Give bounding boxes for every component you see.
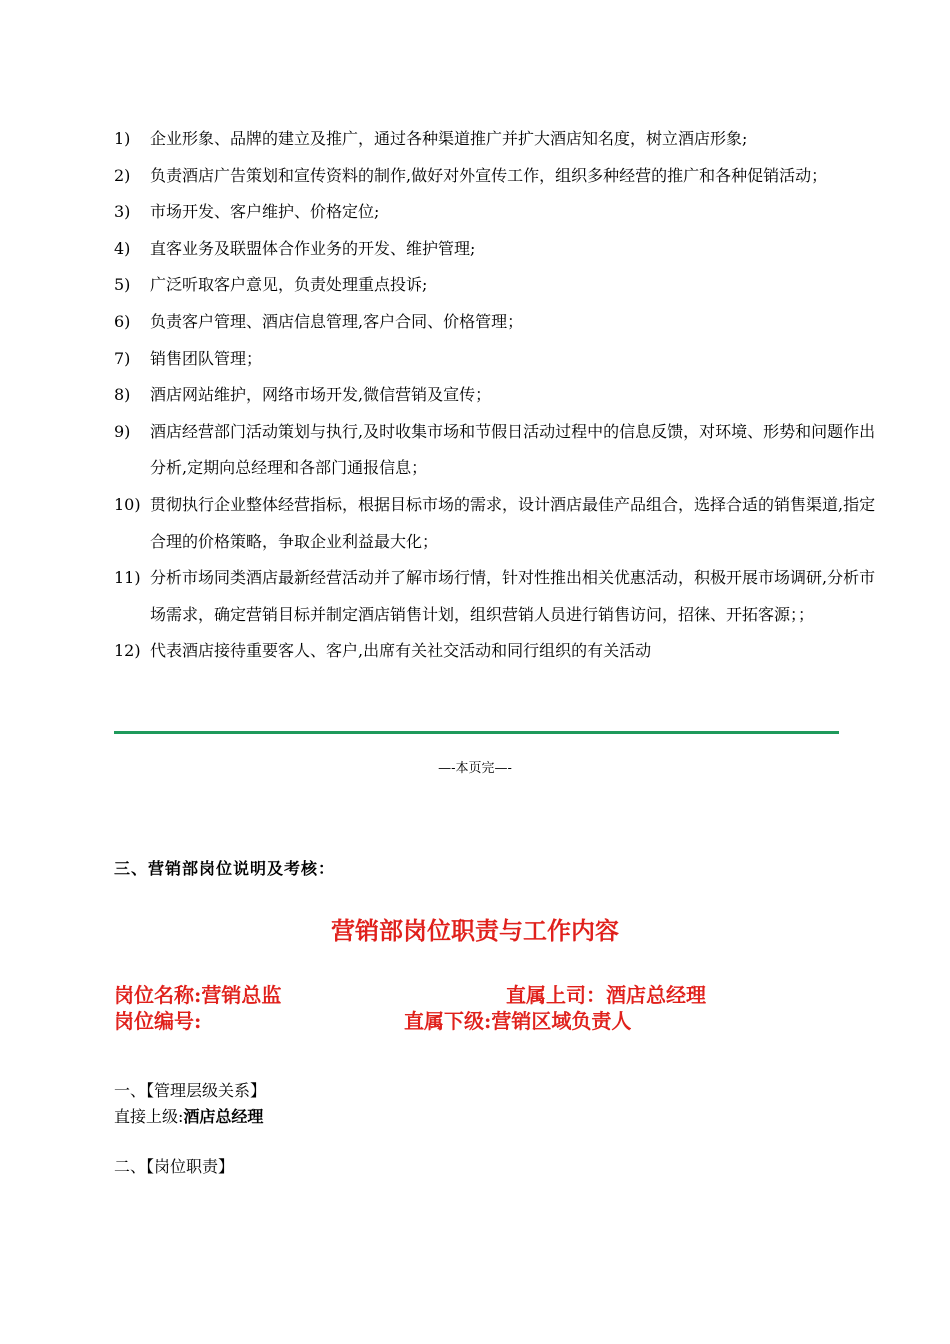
list-item xyxy=(114,414,884,487)
list-item xyxy=(114,560,884,633)
post-code-field: 岗位编号: xyxy=(114,1009,202,1033)
direct-superior-label: 直接上级: xyxy=(114,1107,184,1126)
duties-list xyxy=(114,121,884,670)
section-heading: 三、营销部岗位说明及考核： xyxy=(114,859,336,878)
list-item xyxy=(114,304,884,341)
item-number: 9) xyxy=(114,421,131,441)
item-number: 8) xyxy=(114,385,131,405)
list-item xyxy=(114,231,884,268)
list-item xyxy=(114,194,884,231)
list-item xyxy=(114,267,884,304)
item-text: 分析市场同类酒店最新经营活动并了解市场行情，针对性推出相关优惠活动，积极开展市场调研,分析市场需求，确定营销目标并制定酒店销售计划，组织营销人员进行销售访问，招徕、开拓客源；； xyxy=(150,568,876,624)
item-text: 酒店网站维护，网络市场开发,微信营销及宣传； xyxy=(150,385,492,405)
item-text: 负责酒店广告策划和宣传资料的制作,做好对外宣传工作，组织多种经营的推广和各种促销活动； xyxy=(150,165,828,185)
item-number: 12) xyxy=(114,641,141,661)
item-text: 直客业务及联盟体合作业务的开发、维护管理; xyxy=(150,238,476,258)
superior-field: 直属上司：酒店总经理 xyxy=(506,983,706,1007)
item-text: 贯彻执行企业整体经营指标，根据目标市场的需求，设计酒店最佳产品组合，选择合适的销售渠道,指定合理的价格策略，争取企业利益最大化； xyxy=(150,494,876,551)
item-number: 2) xyxy=(114,165,131,185)
item-number: 7) xyxy=(114,348,131,368)
subordinate-field: 直属下级:营销区域负责人 xyxy=(404,1009,632,1033)
list-item xyxy=(114,487,884,560)
list-item xyxy=(114,341,884,378)
management-level-heading: 一、【管理层级关系】 xyxy=(114,1081,267,1100)
direct-superior-line xyxy=(114,1104,263,1127)
page-title: 营销部岗位职责与工作内容 xyxy=(331,916,619,945)
item-text: 市场开发、客户维护、价格定位; xyxy=(150,202,380,222)
item-text: 酒店经营部门活动策划与执行,及时收集市场和节假日活动过程中的信息反馈，对环境、形势和问题作出分析,定期向总经理和各部门通报信息； xyxy=(150,421,876,478)
list-item xyxy=(114,158,884,195)
item-number: 11) xyxy=(114,568,141,588)
item-text: 代表酒店接待重要客人、客户,出席有关社交活动和同行组织的有关活动 xyxy=(150,641,652,661)
item-text: 企业形象、品牌的建立及推广，通过各种渠道推广并扩大酒店知名度，树立酒店形象; xyxy=(150,129,748,148)
item-number: 10) xyxy=(114,494,141,514)
item-number: 1) xyxy=(114,129,131,148)
list-item xyxy=(114,377,884,414)
page-end-mark: —-本页完—- xyxy=(438,761,512,776)
duties-heading: 二、【岗位职责】 xyxy=(114,1157,235,1176)
item-text: 广泛听取客户意见，负责处理重点投诉; xyxy=(150,275,428,295)
item-text: 销售团队管理； xyxy=(150,348,263,368)
post-name-field: 岗位名称:营销总监 xyxy=(114,983,282,1007)
section-divider xyxy=(114,731,839,734)
item-text: 负责客户管理、酒店信息管理,客户合同、价格管理； xyxy=(150,311,524,331)
item-number: 3) xyxy=(114,202,131,222)
direct-superior-value: 酒店总经理 xyxy=(183,1107,264,1126)
item-number: 5) xyxy=(114,275,131,295)
list-item xyxy=(114,633,884,670)
item-number: 6) xyxy=(114,311,131,331)
list-item xyxy=(114,121,884,158)
item-number: 4) xyxy=(114,238,131,258)
